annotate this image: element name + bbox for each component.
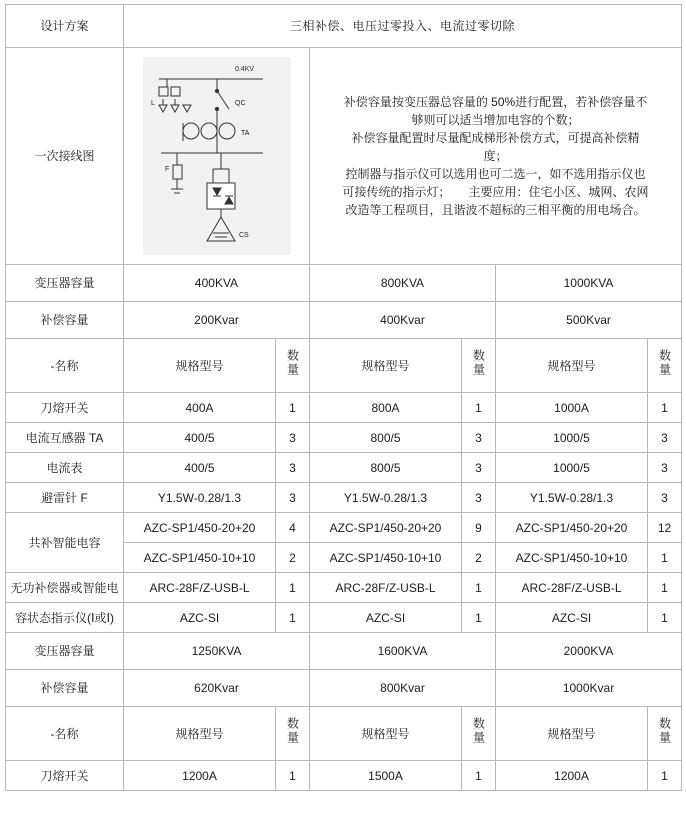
cell-spec: AZC-SP1/450-10+10	[310, 543, 462, 573]
transformer-capacity-value-1-a: 400KVA	[124, 265, 310, 302]
cell-qty: 9	[462, 513, 496, 543]
desc-line-1: 补偿容量按变压器总容量的 50%进行配置，若补偿容量不	[343, 95, 648, 109]
transformer-capacity-label-2: 变压器容量	[6, 633, 124, 670]
schematic-cs-label: CS	[238, 232, 249, 239]
col-header-spec-1-a: 规格型号	[124, 339, 276, 393]
one-line-diagram-svg	[143, 57, 291, 255]
col-header-spec-2-c: 规格型号	[496, 707, 648, 761]
table-row	[6, 603, 682, 633]
cell-spec: 400/5	[124, 423, 276, 453]
compensation-capacity-value-2-b: 800Kvar	[310, 670, 496, 707]
cell-qty: 2	[462, 543, 496, 573]
spec-sheet	[0, 4, 686, 819]
table-row	[6, 513, 682, 543]
table-row-primary-diagram	[6, 48, 682, 265]
cell-qty: 3	[462, 483, 496, 513]
col-header-spec-2-a: 规格型号	[124, 707, 276, 761]
cell-spec: AZC-SI	[310, 603, 462, 633]
cell-qty: 1	[462, 573, 496, 603]
desc-line-4: 度；	[483, 149, 508, 163]
cell-spec: 400/5	[124, 453, 276, 483]
table-row	[6, 761, 682, 791]
cell-spec: 1000/5	[496, 423, 648, 453]
table-row-design-scheme	[6, 5, 682, 48]
cell-qty: 1	[648, 543, 682, 573]
cell-spec: AZC-SP1/450-20+20	[124, 513, 276, 543]
transformer-capacity-value-2-b: 1600KVA	[310, 633, 496, 670]
table-row-transformer-capacity-2	[6, 633, 682, 670]
compensation-capacity-value-2-c: 1000Kvar	[496, 670, 682, 707]
schematic-qc-label: QC	[234, 100, 245, 107]
compensation-capacity-value-2-a: 620Kvar	[124, 670, 310, 707]
cell-spec: 1200A	[124, 761, 276, 791]
cell-qty: 1	[276, 603, 310, 633]
row-label-ammeter: 电流表	[6, 453, 124, 483]
cell-qty: 3	[462, 453, 496, 483]
transformer-capacity-value-2-a: 1250KVA	[124, 633, 310, 670]
table-row-compensation-capacity-1	[6, 302, 682, 339]
table-row	[6, 483, 682, 513]
table-row-compensation-capacity-2	[6, 670, 682, 707]
table-row	[6, 573, 682, 603]
cell-spec: 1000A	[496, 393, 648, 423]
row-label-indicator-line1: 无功补偿器或智能电	[6, 573, 124, 603]
transformer-capacity-value-1-c: 1000KVA	[496, 265, 682, 302]
col-header-name-2: -名称	[6, 707, 124, 761]
desc-line-6: 可接传统的指示灯； 主要应用：住宅小区、城网、农网	[342, 185, 649, 199]
cell-qty: 1	[648, 573, 682, 603]
design-scheme-label: 设计方案	[6, 5, 124, 48]
cell-spec: AZC-SI	[496, 603, 648, 633]
cell-qty: 1	[648, 603, 682, 633]
schematic-wrapper	[126, 51, 307, 261]
col-header-spec-1-c: 规格型号	[496, 339, 648, 393]
compensation-capacity-value-1-a: 200Kvar	[124, 302, 310, 339]
schematic-ta-label: TA	[240, 130, 249, 137]
specification-table	[5, 4, 682, 791]
col-header-qty-2-b: 数量	[462, 707, 496, 761]
cell-qty: 1	[462, 603, 496, 633]
design-scheme-value: 三相补偿、电压过零投入、电流过零切除	[124, 5, 682, 48]
cell-spec: ARC-28F/Z-USB-L	[124, 573, 276, 603]
cell-qty: 3	[276, 453, 310, 483]
table-row	[6, 423, 682, 453]
row-label-lightning-arrester: 避雷针 F	[6, 483, 124, 513]
col-header-qty-2-c: 数量	[648, 707, 682, 761]
table-row-header-2	[6, 707, 682, 761]
cell-qty: 1	[648, 761, 682, 791]
desc-line-2: 够则可以适当增加电容的个数；	[411, 113, 580, 127]
table-row-header-1	[6, 339, 682, 393]
compensation-capacity-label-1: 补偿容量	[6, 302, 124, 339]
cell-spec: AZC-SP1/450-10+10	[124, 543, 276, 573]
cell-spec: 800/5	[310, 423, 462, 453]
cell-qty: 1	[648, 393, 682, 423]
compensation-capacity-value-1-c: 500Kvar	[496, 302, 682, 339]
primary-diagram-label: 一次接线图	[6, 48, 124, 265]
cell-spec: 800/5	[310, 453, 462, 483]
row-label-smart-capacitor: 共补智能电容	[6, 513, 124, 573]
cell-qty: 1	[276, 573, 310, 603]
table-row	[6, 393, 682, 423]
cell-qty: 4	[276, 513, 310, 543]
transformer-capacity-value-2-c: 2000KVA	[496, 633, 682, 670]
cell-spec: AZC-SP1/450-10+10	[496, 543, 648, 573]
table-row-transformer-capacity-1	[6, 265, 682, 302]
cell-spec: ARC-28F/Z-USB-L	[310, 573, 462, 603]
schematic-diagram	[124, 48, 310, 265]
transformer-capacity-label-1: 变压器容量	[6, 265, 124, 302]
schematic-voltage-label: 0.4KV	[234, 66, 254, 73]
cell-spec: Y1.5W-0.28/1.3	[310, 483, 462, 513]
col-header-spec-2-b: 规格型号	[310, 707, 462, 761]
col-header-qty-1-a: 数量	[276, 339, 310, 393]
col-header-name-1: -名称	[6, 339, 124, 393]
cell-qty: 1	[276, 393, 310, 423]
row-label-current-transformer: 电流互感器 TA	[6, 423, 124, 453]
cell-qty: 3	[648, 453, 682, 483]
cell-qty: 3	[276, 423, 310, 453]
compensation-capacity-label-2: 补偿容量	[6, 670, 124, 707]
desc-line-7: 改造等工程项目，且谐波不超标的三相平衡的用电场合。	[345, 203, 646, 217]
cell-qty: 1	[462, 761, 496, 791]
transformer-capacity-value-1-b: 800KVA	[310, 265, 496, 302]
row-label-indicator-line2: 容状态指示仪(Ⅰ或Ⅰ)	[6, 603, 124, 633]
row-label-knife-fuse-switch-2: 刀熔开关	[6, 761, 124, 791]
cell-spec: 800A	[310, 393, 462, 423]
cell-spec: Y1.5W-0.28/1.3	[496, 483, 648, 513]
row-label-knife-fuse-switch: 刀熔开关	[6, 393, 124, 423]
col-header-qty-1-b: 数量	[462, 339, 496, 393]
desc-line-3: 补偿容量配置时尽量配成梯形补偿方式，可提高补偿精	[351, 131, 640, 145]
cell-spec: 400A	[124, 393, 276, 423]
schematic-l-label: L	[150, 100, 155, 107]
cell-spec: Y1.5W-0.28/1.3	[124, 483, 276, 513]
col-header-spec-1-b: 规格型号	[310, 339, 462, 393]
scheme-description	[310, 48, 682, 265]
cell-qty: 3	[276, 483, 310, 513]
cell-spec: 1500A	[310, 761, 462, 791]
cell-qty: 2	[276, 543, 310, 573]
cell-qty: 3	[648, 483, 682, 513]
schematic-f-label: F	[164, 166, 169, 173]
cell-spec: 1000/5	[496, 453, 648, 483]
cell-spec: ARC-28F/Z-USB-L	[496, 573, 648, 603]
cell-spec: AZC-SP1/450-20+20	[496, 513, 648, 543]
col-header-qty-2-a: 数量	[276, 707, 310, 761]
cell-qty: 12	[648, 513, 682, 543]
desc-line-5: 控制器与指示仪可以选用也可二选一，如不选用指示仪也	[345, 167, 646, 181]
cell-qty: 1	[276, 761, 310, 791]
cell-qty: 3	[462, 423, 496, 453]
table-row	[6, 453, 682, 483]
cell-qty: 1	[462, 393, 496, 423]
compensation-capacity-value-1-b: 400Kvar	[310, 302, 496, 339]
cell-qty: 3	[648, 423, 682, 453]
schematic-canvas	[143, 57, 291, 255]
cell-spec: AZC-SI	[124, 603, 276, 633]
col-header-qty-1-c: 数量	[648, 339, 682, 393]
cell-spec: 1200A	[496, 761, 648, 791]
cell-spec: AZC-SP1/450-20+20	[310, 513, 462, 543]
